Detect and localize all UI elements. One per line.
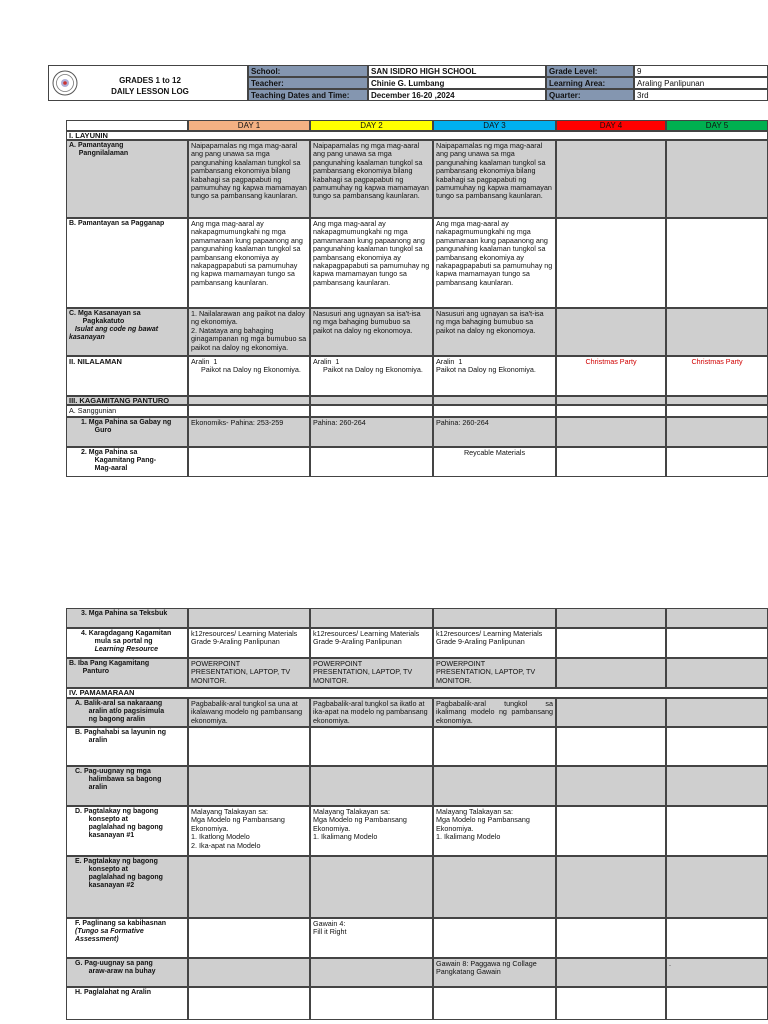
teacher-value: Chinie G. Lumbang [368, 77, 546, 89]
pagtalakay2-day4 [556, 856, 666, 918]
nilalaman-day4: Christmas Party [556, 356, 666, 396]
gabay-guro-day4 [556, 417, 666, 447]
balik-aral-label: A. Balik-aral sa nakaraang aralin at/o pagsisimula ng bagong aralin [66, 698, 188, 727]
day1-header: DAY 1 [188, 120, 310, 131]
pagganap-day3: Ang mga mag-aaral ay nakapagmumungkahi ng mga pamamaraan kung papaanong ang pangunahing kaalaman tungkol sa pambansang ekonomiya ay nakapagpapabuti sa pamumuhay ng kapwa mamamayan tungo sa pambansang kaunlaran. [433, 218, 556, 308]
balik-aral-day1: Pagbabalik-aral tungkol sa una at ikalawang modelo ng pambansang ekonomiya. [188, 698, 310, 727]
karagdagan-day1: k12resources/ Learning Materials Grade 9-Araling Panlipunan [188, 628, 310, 658]
pagtalakay2-day3 [433, 856, 556, 918]
pagganap-day2: Ang mga mag-aaral ay nakapagmumungkahi ng mga pamamaraan kung papaanong ang pangunahing kaalaman tungkol sa pambansang ekonomiya ay nakapagpapabuti sa pamumuhay ng kapwa mamamayan tungo sa pambansang kaunlaran. [310, 218, 433, 308]
pagtalakay2-day5 [666, 856, 768, 918]
mag-aaral-day3: Reycable Materials [433, 447, 556, 477]
nilalaman-label: II. NILALAMAN [66, 356, 188, 396]
karagdagan-day2: k12resources/ Learning Materials Grade 9-Araling Panlipunan [310, 628, 433, 658]
quarter-label: Quarter: [546, 89, 634, 101]
mag-aaral-day5 [666, 447, 768, 477]
dll-title-line2: DAILY LESSON LOG [111, 87, 189, 96]
pamantayang-label: A. Pamantayang Pangnilalaman [66, 140, 188, 218]
grade-label: Grade Level: [546, 65, 634, 77]
balik-aral-day3: Pagbabalik-aral tungkol sa ikalimang modelo ng pambansang ekonomiya. [433, 698, 556, 727]
kasanayan-day1: 1. Nailalarawan ang paikot na daloy ng ekonomiya. 2. Natataya ang bahaging ginagampanan ng mga bumubuo sa paikot na daloy ng ekonomiya. [188, 308, 310, 356]
balik-aral-day2: Pagbabalik-aral tungkol sa ikatlo at ika-apat na modelo ng pambansang ekonomiya. [310, 698, 433, 727]
paglinang-label-note: (Tungo sa Formative Assessment) [75, 928, 144, 943]
sanggunian-day3 [433, 405, 556, 417]
pagtalakay1-day2: Malayang Talakayan sa: Mga Modelo ng Pambansang Ekonomiya. 1. Ikalimang Modelo [310, 806, 433, 856]
kagamitan-day4 [556, 396, 666, 405]
paghahabi-day4 [556, 727, 666, 766]
balik-aral-day4 [556, 698, 666, 727]
pagtalakay2-day2 [310, 856, 433, 918]
school-label: School: [248, 65, 368, 77]
paghahabi-day5 [666, 727, 768, 766]
kasanayan-day2: Nasusuri ang ugnayan sa isa't-isa ng mga bahaging bumubuo sa paikot na daloy ng ekonomoya. [310, 308, 433, 356]
paglalahat-day1 [188, 987, 310, 1020]
day2-header: DAY 2 [310, 120, 433, 131]
teksbuk-day2 [310, 608, 433, 628]
sanggunian-day1 [188, 405, 310, 417]
kasanayan-day5 [666, 308, 768, 356]
pang-araw-araw-day1 [188, 958, 310, 987]
pag-uugnay-day2 [310, 766, 433, 806]
gabay-guro-label: 1. Mga Pahina sa Gabay ng Guro [66, 417, 188, 447]
pamantayang-day5 [666, 140, 768, 218]
mag-aaral-label: 2. Mga Pahina sa Kagamitang Pang- Mag-aaral [66, 447, 188, 477]
paglinang-day1 [188, 918, 310, 958]
karagdagan-day3: k12resources/ Learning Materials Grade 9-Araling Panlipunan [433, 628, 556, 658]
day4-header: DAY 4 [556, 120, 666, 131]
paglinang-day4 [556, 918, 666, 958]
kasanayan-day3: Nasusuri ang ugnayan sa isa't-isa ng mga bahaging bumubuo sa paikot na daloy ng ekonomoya. [433, 308, 556, 356]
dll-title-line1: GRADES 1 to 12 [119, 76, 181, 85]
nilalaman-day1: Aralin 1 Paikot na Daloy ng Ekonomiya. [188, 356, 310, 396]
teksbuk-day4 [556, 608, 666, 628]
karagdagan-day4 [556, 628, 666, 658]
pagganap-day1: Ang mga mag-aaral ay nakapagmumungkahi ng mga pamamaraan kung papaanong ang pangunahing kaalaman tungkol sa pambansang ekonomiya ay nakapagpapabuti sa pamumuhay ng kapwa mamamayan tungo sa pambansang kaunlaran. [188, 218, 310, 308]
paglalahat-day3 [433, 987, 556, 1020]
paglalahat-label: H. Paglalahat ng Aralin [66, 987, 188, 1020]
nilalaman-day2: Aralin 1 Paikot na Daloy ng Ekonomiya. [310, 356, 433, 396]
dates-label: Teaching Dates and Time: [248, 89, 368, 101]
kasanayan-label-note: Isulat ang code ng bawat kasanayan [69, 326, 161, 341]
pagtalakay1-day4 [556, 806, 666, 856]
school-value: SAN ISIDRO HIGH SCHOOL [368, 65, 546, 77]
pang-araw-araw-day5: . [666, 958, 768, 987]
kagamitan-day5 [666, 396, 768, 405]
paglalahat-day5 [666, 987, 768, 1020]
paglinang-day2: Gawain 4: Fill it Right [310, 918, 433, 958]
nilalaman-day3: Aralin 1 Paikot na Daloy ng Ekonomiya. [433, 356, 556, 396]
day3-header: DAY 3 [433, 120, 556, 131]
iba-kagamitan-day4 [556, 658, 666, 688]
pagtalakay1-day5 [666, 806, 768, 856]
mag-aaral-day2 [310, 447, 433, 477]
gabay-guro-day5 [666, 417, 768, 447]
pag-uugnay-label: C. Pag-uugnay ng mga halimbawa sa bagong aralin [66, 766, 188, 806]
pagtalakay1-label: D. Pagtalakay ng bagong konsepto at paglalahad ng bagong kasanayan #1 [66, 806, 188, 856]
teksbuk-label: 3. Mga Pahina sa Teksbuk [66, 608, 188, 628]
kasanayan-label [66, 308, 188, 356]
kagamitan-label: III. KAGAMITANG PANTURO [66, 396, 188, 405]
teksbuk-day5 [666, 608, 768, 628]
kasanayan-label-text: C. Mga Kasanayan sa Pagkakatuto [69, 310, 141, 325]
teacher-label: Teacher: [248, 77, 368, 89]
gabay-guro-day2: Pahina: 260-264 [310, 417, 433, 447]
grade-value: 9 [634, 65, 768, 77]
day5-header: DAY 5 [666, 120, 768, 131]
pagtalakay2-day1 [188, 856, 310, 918]
quarter-value: 3rd [634, 89, 768, 101]
paglinang-day5 [666, 918, 768, 958]
pamantayang-day2: Naipapamalas ng mga mag-aaral ang pang unawa sa mga pangunahing kaalaman tungkol sa pambansang ekonomiya bilang kabahagi sa pagpapabuti ng pamumuhay ng kapwa mamamayan tungo sa pambansang kaunlaran. [310, 140, 433, 218]
pagganap-label: B. Pamantayan sa Pagganap [66, 218, 188, 308]
area-value: Araling Panlipunan [634, 77, 768, 89]
sanggunian-label: A. Sanggunian [66, 405, 188, 417]
karagdagan-label [66, 628, 188, 658]
pagganap-day5 [666, 218, 768, 308]
paghahabi-day2 [310, 727, 433, 766]
pag-uugnay-day5 [666, 766, 768, 806]
paghahabi-day1 [188, 727, 310, 766]
teksbuk-day1 [188, 608, 310, 628]
layunin-label: I. LAYUNIN [66, 131, 768, 140]
kagamitan-day2 [310, 396, 433, 405]
iba-kagamitan-day5 [666, 658, 768, 688]
pamantayang-day1: Naipapamalas ng mga mag-aaral ang pang unawa sa mga pangunahing kaalaman tungkol sa pambansang ekonomiya bilang kabahagi sa pagpapabuti ng pamumuhay ng kapwa mamamayan tungo sa pambansang kaunlaran. [188, 140, 310, 218]
pag-uugnay-day4 [556, 766, 666, 806]
sanggunian-day2 [310, 405, 433, 417]
kasanayan-day4 [556, 308, 666, 356]
kagamitan-day3 [433, 396, 556, 405]
pag-uugnay-day3 [433, 766, 556, 806]
teksbuk-day3 [433, 608, 556, 628]
paghahabi-label: B. Paghahabi sa layunin ng aralin [66, 727, 188, 766]
pang-araw-araw-day2 [310, 958, 433, 987]
deped-seal-icon [52, 68, 78, 98]
pang-araw-araw-day4 [556, 958, 666, 987]
nilalaman-day5: Christmas Party [666, 356, 768, 396]
paglalahat-day4 [556, 987, 666, 1020]
balik-aral-day5 [666, 698, 768, 727]
gabay-guro-day3: Pahina: 260-264 [433, 417, 556, 447]
paglinang-label-text: F. Paglinang sa kabihasnan [75, 920, 167, 927]
pagganap-day4 [556, 218, 666, 308]
karagdagan-day5 [666, 628, 768, 658]
paglinang-day3 [433, 918, 556, 958]
karagdagan-label-note: Learning Resource [81, 646, 159, 653]
area-label: Learning Area: [546, 77, 634, 89]
sanggunian-day5 [666, 405, 768, 417]
pang-araw-araw-label: G. Pag-uugnay sa pang araw-araw na buhay [66, 958, 188, 987]
pag-uugnay-day1 [188, 766, 310, 806]
iba-kagamitan-day3: POWERPOINT PRESENTATION, LAPTOP, TV MONITOR. [433, 658, 556, 688]
iba-kagamitan-day2: POWERPOINT PRESENTATION, LAPTOP, TV MONITOR. [310, 658, 433, 688]
gabay-guro-day1: Ekonomiks- Pahina: 253-259 [188, 417, 310, 447]
paglinang-label [66, 918, 188, 958]
paghahabi-day3 [433, 727, 556, 766]
pagtalakay2-label: E. Pagtalakay ng bagong konsepto at paglalahad ng bagong kasanayan #2 [66, 856, 188, 918]
dates-value: December 16-20 ,2024 [368, 89, 546, 101]
iba-kagamitan-label: B. Iba Pang Kagamitang Panturo [66, 658, 188, 688]
pamamaraan-label: IV. PAMAMARAAN [66, 688, 768, 698]
day-header-blank [66, 120, 188, 131]
sanggunian-day4 [556, 405, 666, 417]
mag-aaral-day1 [188, 447, 310, 477]
kagamitan-day1 [188, 396, 310, 405]
mag-aaral-day4 [556, 447, 666, 477]
pang-araw-araw-day3: Gawain 8: Paggawa ng Collage Pangkatang Gawain [433, 958, 556, 987]
iba-kagamitan-day1: POWERPOINT PRESENTATION, LAPTOP, TV MONITOR. [188, 658, 310, 688]
karagdagan-label-text: 4. Karagdagang Kagamitan mula sa portal ng [81, 630, 172, 645]
pagtalakay1-day3: Malayang Talakayan sa: Mga Modelo ng Pambansang Ekonomiya. 1. Ikalimang Modelo [433, 806, 556, 856]
pamantayang-day4 [556, 140, 666, 218]
paglalahat-day2 [310, 987, 433, 1020]
pamantayang-day3: Naipapamalas ng mga mag-aaral ang pang unawa sa mga pangunahing kaalaman tungkol sa pambansang ekonomiya bilang kabahagi sa pagpapabuti ng pamumuhay ng kapwa mamamayan tungo sa pambansang kaunlaran. [433, 140, 556, 218]
pagtalakay1-day1: Malayang Talakayan sa: Mga Modelo ng Pambansang Ekonomiya. 1. Ikatlong Modelo 2. Ika-apat na Modelo [188, 806, 310, 856]
